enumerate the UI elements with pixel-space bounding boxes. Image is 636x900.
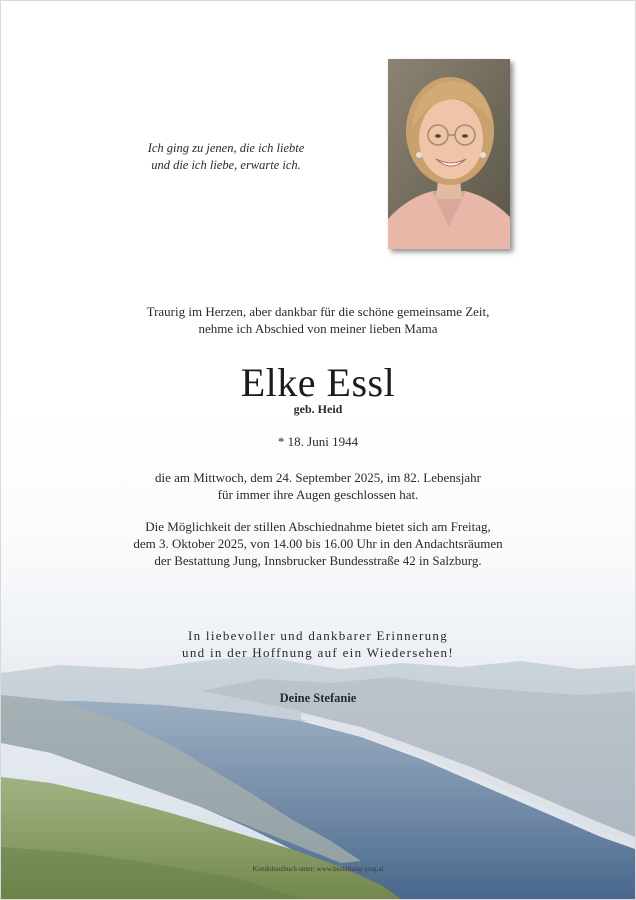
condolence-link[interactable]: Kondolenzbuch unter: www.bestattung-jung.at (252, 865, 384, 873)
portrait-photo (388, 59, 510, 249)
farewell-info (1, 518, 635, 569)
intro-text (1, 303, 635, 337)
farewell-line: der Bestattung Jung, Innsbrucker Bundesstraße 42 in Salzburg. (154, 553, 482, 568)
farewell-line: dem 3. Oktober 2025, von 14.00 bis 16.00 Uhr in den Andachtsräumen (133, 536, 503, 551)
motto-line: Ich ging zu jenen, die ich liebte (147, 141, 305, 155)
intro-line: Traurig im Herzen, aber dankbar für die schöne gemeinsame Zeit, (146, 304, 490, 319)
intro-line: nehme ich Abschied von meiner lieben Mama (198, 321, 438, 336)
signer-name: Deine Stefanie (279, 691, 357, 705)
death-line: für immer ihre Augen geschlossen hat. (217, 487, 419, 502)
motto-line: und die ich liebe, erwarte ich. (151, 158, 301, 172)
farewell-line: Die Möglichkeit der stillen Abschiednahme bietet sich am Freitag, (145, 519, 491, 534)
birth-name: geb. Heid (293, 402, 343, 416)
memory-line: In liebevoller und dankbarer Erinnerung (187, 628, 449, 643)
deceased-name: Elke Essl (240, 360, 396, 405)
birth-date: * 18. Juni 1944 (277, 434, 359, 449)
memory-text (1, 627, 635, 661)
death-line: die am Mittwoch, dem 24. September 2025, im 82. Lebensjahr (154, 470, 481, 485)
motto-quote (121, 140, 331, 174)
death-notice (1, 469, 635, 503)
memory-line: und in der Hoffnung auf ein Wiedersehen! (182, 645, 454, 660)
